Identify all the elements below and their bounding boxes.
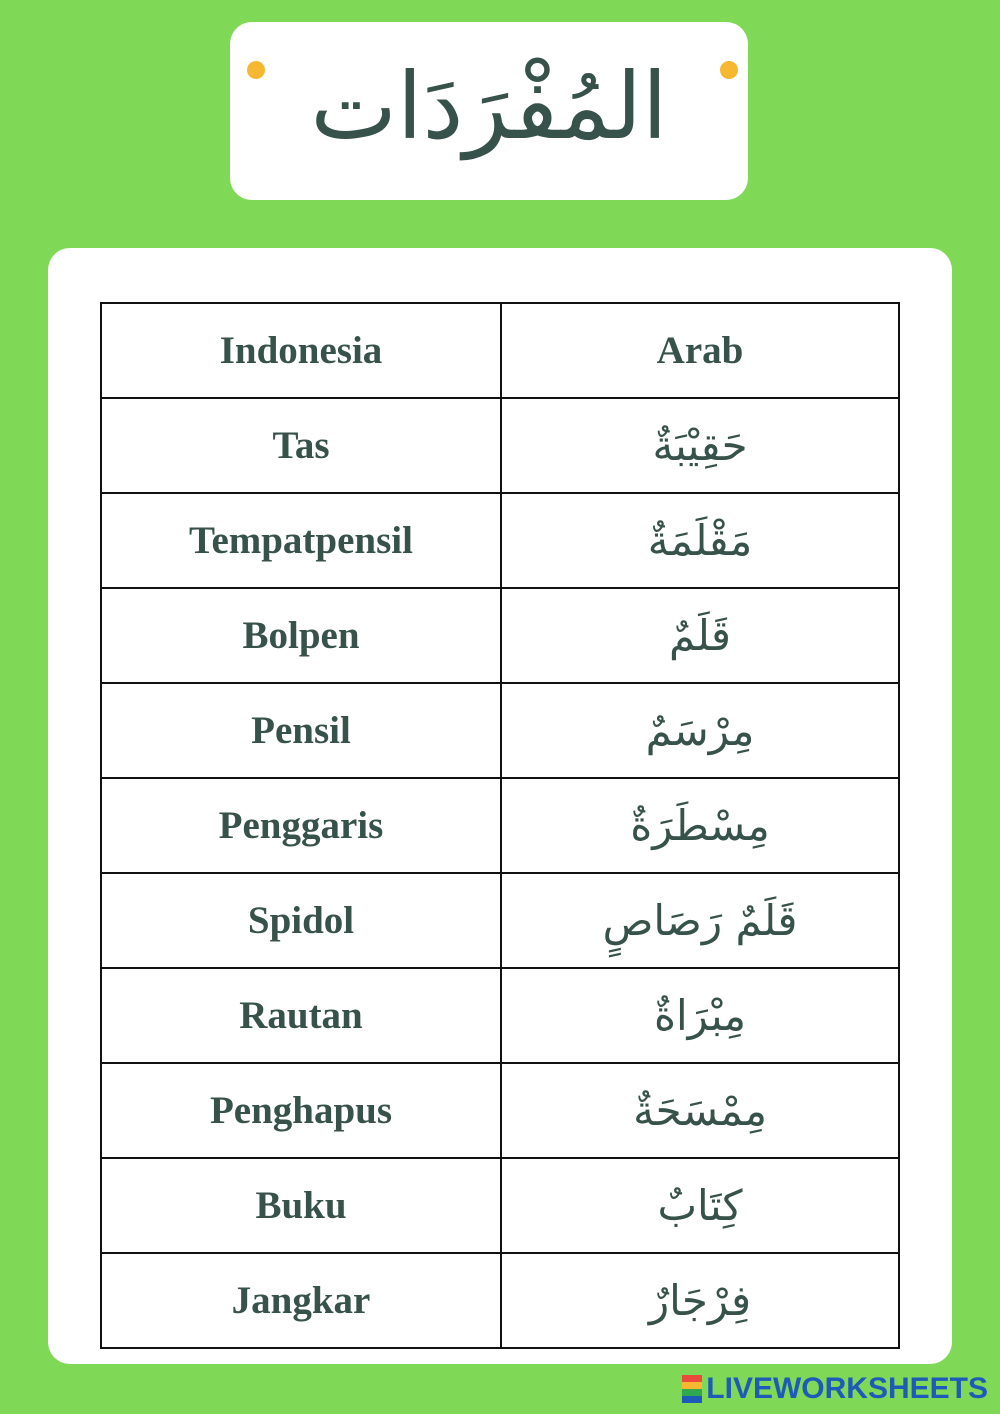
cell-arab: حَقِيْبَةٌ xyxy=(501,398,899,493)
table-row xyxy=(101,1253,899,1348)
table-row xyxy=(101,683,899,778)
cell-indonesia: Rautan xyxy=(101,968,501,1063)
cell-arab: مَقْلَمَةٌ xyxy=(501,493,899,588)
title-card xyxy=(230,22,748,200)
table-row xyxy=(101,493,899,588)
header-arab: Arab xyxy=(501,303,899,398)
logo-bar xyxy=(682,1375,702,1382)
cell-indonesia: Penggaris xyxy=(101,778,501,873)
brand-text: LIVEWORKSHEETS xyxy=(706,1372,988,1405)
cell-indonesia: Bolpen xyxy=(101,588,501,683)
cell-arab: كِتَابٌ xyxy=(501,1158,899,1253)
table-row xyxy=(101,1158,899,1253)
cell-arab: قَلَمٌ رَصَاصٍ xyxy=(501,873,899,968)
table-row xyxy=(101,873,899,968)
logo-bar xyxy=(682,1389,702,1396)
vocabulary-panel xyxy=(48,248,952,1364)
cell-indonesia: Buku xyxy=(101,1158,501,1253)
cell-indonesia: Tas xyxy=(101,398,501,493)
cell-indonesia: Pensil xyxy=(101,683,501,778)
cell-indonesia: Jangkar xyxy=(101,1253,501,1348)
cell-arab: مِرْسَمٌ xyxy=(501,683,899,778)
table-row xyxy=(101,778,899,873)
cell-arab: مِبْرَاةٌ xyxy=(501,968,899,1063)
logo-bar xyxy=(682,1396,702,1403)
cell-arab: مِمْسَحَةٌ xyxy=(501,1063,899,1158)
liveworksheets-brand[interactable] xyxy=(682,1372,988,1406)
table-header-row xyxy=(101,303,899,398)
cell-indonesia: Spidol xyxy=(101,873,501,968)
table-row xyxy=(101,588,899,683)
vocabulary-table xyxy=(100,302,900,1349)
header-indonesia: Indonesia xyxy=(101,303,501,398)
table-row xyxy=(101,968,899,1063)
liveworksheets-logo-icon xyxy=(682,1375,702,1403)
cell-arab: فِرْجَارٌ xyxy=(501,1253,899,1348)
cell-arab: مِسْطَرَةٌ xyxy=(501,778,899,873)
cell-indonesia: Penghapus xyxy=(101,1063,501,1158)
table-row xyxy=(101,1063,899,1158)
cell-indonesia: Tempatpensil xyxy=(101,493,501,588)
page-title: المُفْرَدَات xyxy=(310,53,668,160)
cell-arab: قَلَمٌ xyxy=(501,588,899,683)
logo-bar xyxy=(682,1382,702,1389)
table-row xyxy=(101,398,899,493)
